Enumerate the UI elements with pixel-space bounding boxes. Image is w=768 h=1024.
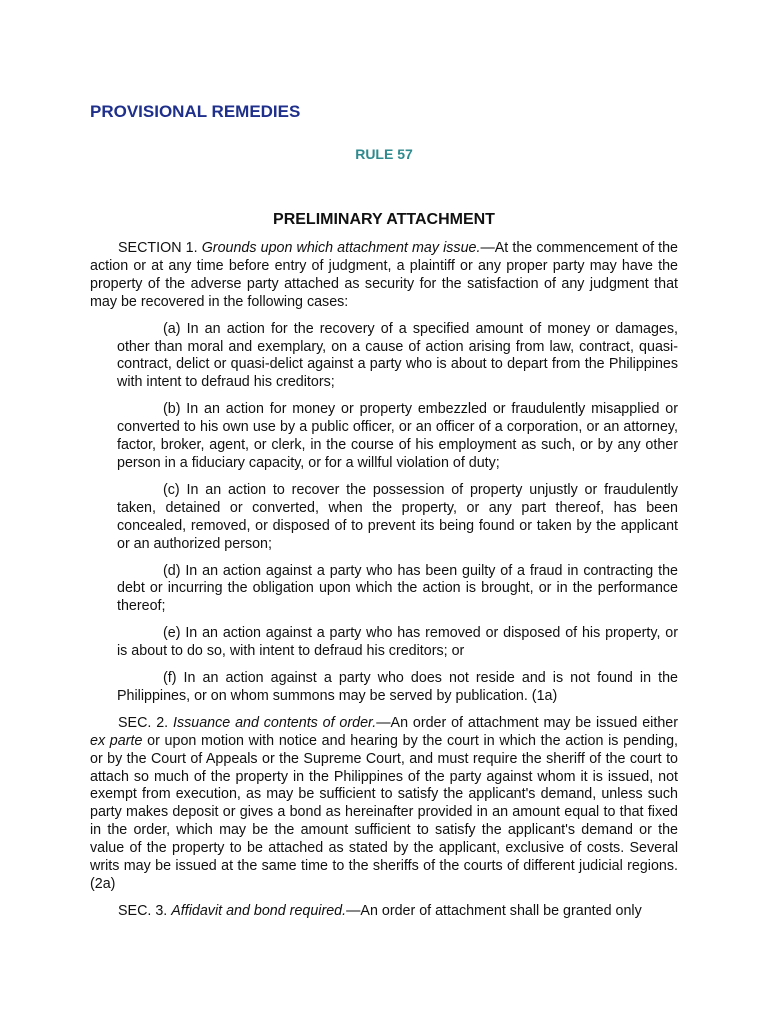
rule-title: PRELIMINARY ATTACHMENT xyxy=(273,211,495,228)
section-2 xyxy=(90,715,678,894)
section-3 xyxy=(90,903,678,921)
section-text: or upon motion with notice and hearing by the court in which the action is pending, or by the Court of Appeals or the Supreme Court, and must require the sheriff of the court to attach so much of the property in the Philippines of the party against whom it is issued, not exempt from execution, as may be sufficient to satisfy the applicant's demand, unless such party makes deposit or gives a bond as hereinafter provided in an amount equal to that fixed in the order, which may be the amount sufficient to satisfy the applicant's demand or the value of the property to be attached as stated by the applicant, exclusive of costs. Several writs may be issued at the same time to the sheriffs of the courts of different judicial regions. (2a) xyxy=(90,732,678,892)
section-text: —At the commencement of the action or at any time before entry of judgment, a plaintiff or any proper party may have the property of the adverse party attached as security for the satisfaction of any judgment that may be recovered in the following cases: xyxy=(90,240,679,310)
section-text: —An order of attachment shall be granted only xyxy=(346,902,642,919)
section-text: —An order of attachment may be issued either xyxy=(376,714,678,731)
document-body xyxy=(90,240,678,930)
section-caption: Issuance and contents of order. xyxy=(173,714,377,731)
section-label: SEC. 3. xyxy=(118,902,168,919)
list-item-f: (f) In an action against a party who does not reside and is not found in the Philippines, or on whom summons may be served by publication. (1a) xyxy=(117,670,678,704)
section-heading: PROVISIONAL REMEDIES xyxy=(90,102,301,121)
list-item-c: (c) In an action to recover the possession of property unjustly or fraudulently taken, detained or converted, when the property, or any part thereof, has been concealed, removed, or disposed of to prevent its being found or taken by the applicant or an authorized person; xyxy=(117,481,678,552)
section-label: SECTION 1. xyxy=(118,240,198,256)
list-item-b: (b) In an action for money or property embezzled or fraudulently misapplied or converted to his own use by a public officer, or an officer of a corporation, or an attorney, factor, broker, agent, or clerk, in the course of his employment as such, or by any other person in a fiduciary capacity, or for a willful violation of duty; xyxy=(117,401,678,471)
section-1 xyxy=(90,240,678,312)
section-caption: Grounds upon which attachment may issue. xyxy=(201,240,481,256)
latin-term: ex parte xyxy=(90,732,143,749)
list-item-a: (a) In an action for the recovery of a specified amount of money or damages, other than moral and exemplary, on a cause of action arising from law, contract, quasi-contract, delict or quasi-delict against a party who is about to depart from the Philippines with intent to defraud his creditors; xyxy=(117,320,678,391)
list-item-d: (d) In an action against a party who has been guilty of a fraud in contracting the debt or incurring the obligation upon which the action is brought, or in the performance thereof; xyxy=(117,562,678,615)
list-item-e: (e) In an action against a party who has removed or disposed of his property, or is about to do so, with intent to defraud his creditors; or xyxy=(117,625,678,660)
section-caption: Affidavit and bond required. xyxy=(171,902,347,919)
section-label: SEC. 2. xyxy=(118,714,169,731)
rule-number: RULE 57 xyxy=(355,146,413,162)
